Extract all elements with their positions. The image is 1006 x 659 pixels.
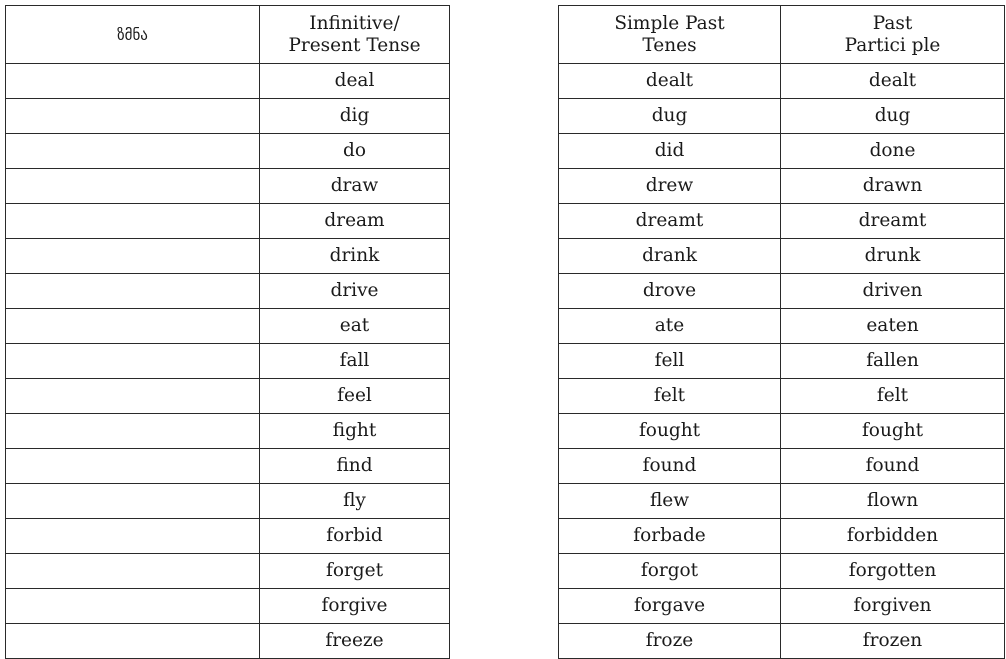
meaning-cell[interactable] xyxy=(6,449,260,484)
table-row xyxy=(6,519,450,554)
table-row xyxy=(6,344,450,379)
infinitive-cell: eat xyxy=(260,309,450,344)
header-past-line2: Tenes xyxy=(642,34,697,56)
meaning-cell[interactable] xyxy=(6,134,260,169)
table-row xyxy=(6,134,450,169)
past-participle-cell: forbidden xyxy=(781,519,1005,554)
past-participle-cell: forgiven xyxy=(781,589,1005,624)
table-row xyxy=(559,624,1005,659)
simple-past-cell: flew xyxy=(559,484,781,519)
meaning-cell[interactable] xyxy=(6,64,260,99)
infinitive-cell: deal xyxy=(260,64,450,99)
past-participle-cell: found xyxy=(781,449,1005,484)
simple-past-cell: ate xyxy=(559,309,781,344)
table-row xyxy=(6,274,450,309)
simple-past-cell: forbade xyxy=(559,519,781,554)
table-row xyxy=(559,484,1005,519)
meaning-cell[interactable] xyxy=(6,379,260,414)
header-row xyxy=(559,6,1005,64)
table-row xyxy=(559,309,1005,344)
infinitive-cell: drink xyxy=(260,239,450,274)
simple-past-cell: found xyxy=(559,449,781,484)
header-past-participle xyxy=(781,6,1005,64)
table-row xyxy=(6,379,450,414)
infinitive-cell: find xyxy=(260,449,450,484)
meaning-cell[interactable] xyxy=(6,309,260,344)
header-participle-line2: Partici ple xyxy=(844,34,941,56)
simple-past-cell: drew xyxy=(559,169,781,204)
meaning-cell[interactable] xyxy=(6,239,260,274)
past-participle-cell: felt xyxy=(781,379,1005,414)
table-row xyxy=(6,309,450,344)
past-participle-cell: drawn xyxy=(781,169,1005,204)
header-simple-past xyxy=(559,6,781,64)
past-participle-cell: driven xyxy=(781,274,1005,309)
simple-past-cell: fought xyxy=(559,414,781,449)
past-participle-cell: dealt xyxy=(781,64,1005,99)
table-row xyxy=(559,169,1005,204)
table-row xyxy=(6,414,450,449)
past-participle-cell: dug xyxy=(781,99,1005,134)
simple-past-cell: drank xyxy=(559,239,781,274)
infinitive-cell: fall xyxy=(260,344,450,379)
infinitive-cell: drive xyxy=(260,274,450,309)
header-past-line1: Simple Past xyxy=(614,12,725,34)
table-row xyxy=(559,64,1005,99)
meaning-cell[interactable] xyxy=(6,204,260,239)
meaning-cell[interactable] xyxy=(6,519,260,554)
table-row xyxy=(6,554,450,589)
meaning-cell[interactable] xyxy=(6,99,260,134)
simple-past-cell: felt xyxy=(559,379,781,414)
past-participle-cell: fallen xyxy=(781,344,1005,379)
table-row xyxy=(6,99,450,134)
infinitive-cell: do xyxy=(260,134,450,169)
table-row xyxy=(6,239,450,274)
simple-past-cell: fell xyxy=(559,344,781,379)
verb-table-right xyxy=(558,5,1005,659)
table-row xyxy=(6,449,450,484)
table-row xyxy=(6,64,450,99)
simple-past-cell: forgave xyxy=(559,589,781,624)
past-participle-cell: drunk xyxy=(781,239,1005,274)
meaning-cell[interactable] xyxy=(6,169,260,204)
past-participle-cell: dreamt xyxy=(781,204,1005,239)
past-participle-cell: frozen xyxy=(781,624,1005,659)
table-row xyxy=(559,274,1005,309)
simple-past-cell: forgot xyxy=(559,554,781,589)
verb-table-left xyxy=(5,5,450,659)
past-participle-cell: done xyxy=(781,134,1005,169)
table-row xyxy=(559,134,1005,169)
simple-past-cell: did xyxy=(559,134,781,169)
table-row xyxy=(559,344,1005,379)
past-participle-cell: flown xyxy=(781,484,1005,519)
table-row xyxy=(6,484,450,519)
infinitive-cell: feel xyxy=(260,379,450,414)
meaning-cell[interactable] xyxy=(6,484,260,519)
infinitive-cell: dream xyxy=(260,204,450,239)
header-meaning xyxy=(6,6,260,64)
past-participle-cell: fought xyxy=(781,414,1005,449)
table-row xyxy=(6,624,450,659)
past-participle-cell: eaten xyxy=(781,309,1005,344)
header-row xyxy=(6,6,450,64)
table-row xyxy=(559,414,1005,449)
header-participle-line1: Past xyxy=(872,12,913,34)
past-participle-cell: forgotten xyxy=(781,554,1005,589)
infinitive-cell: fight xyxy=(260,414,450,449)
header-meaning-text: ზმნა xyxy=(117,25,148,44)
meaning-cell[interactable] xyxy=(6,589,260,624)
meaning-cell[interactable] xyxy=(6,344,260,379)
infinitive-cell: draw xyxy=(260,169,450,204)
header-infinitive-line1: Infinitive/ xyxy=(309,12,400,34)
simple-past-cell: dug xyxy=(559,99,781,134)
infinitive-cell: fly xyxy=(260,484,450,519)
table-row xyxy=(559,379,1005,414)
meaning-cell[interactable] xyxy=(6,624,260,659)
table-row xyxy=(559,554,1005,589)
infinitive-cell: freeze xyxy=(260,624,450,659)
meaning-cell[interactable] xyxy=(6,414,260,449)
header-infinitive xyxy=(260,6,450,64)
meaning-cell[interactable] xyxy=(6,274,260,309)
table-row xyxy=(6,169,450,204)
table-row xyxy=(559,519,1005,554)
table-row xyxy=(6,589,450,624)
simple-past-cell: drove xyxy=(559,274,781,309)
table-row xyxy=(559,239,1005,274)
infinitive-cell: dig xyxy=(260,99,450,134)
meaning-cell[interactable] xyxy=(6,554,260,589)
table-row xyxy=(559,589,1005,624)
simple-past-cell: dreamt xyxy=(559,204,781,239)
table-row xyxy=(559,204,1005,239)
header-infinitive-line2: Present Tense xyxy=(288,34,421,56)
infinitive-cell: forbid xyxy=(260,519,450,554)
simple-past-cell: dealt xyxy=(559,64,781,99)
infinitive-cell: forget xyxy=(260,554,450,589)
table-row xyxy=(559,99,1005,134)
table-row xyxy=(559,449,1005,484)
table-row xyxy=(6,204,450,239)
infinitive-cell: forgive xyxy=(260,589,450,624)
simple-past-cell: froze xyxy=(559,624,781,659)
